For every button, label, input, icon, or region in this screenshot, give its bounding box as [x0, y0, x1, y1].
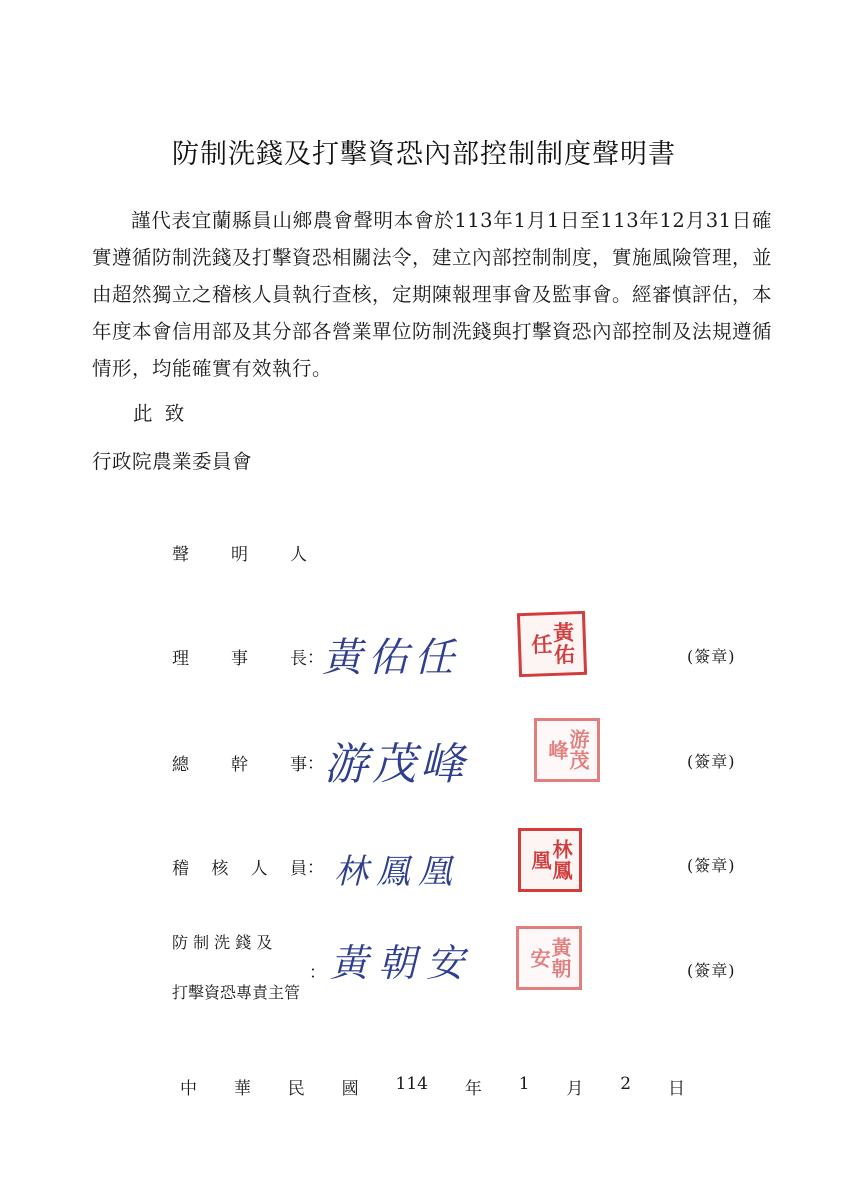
- seal-label: (簽章): [687, 856, 736, 875]
- red-seal-stamp: 林鳳凰: [518, 828, 582, 892]
- role-label: 稽 核 人 員: [172, 859, 307, 879]
- red-seal-stamp: 黃佑任: [517, 611, 587, 677]
- role-label-two-line: 防 制 洗 錢 及 打擊資恐專責主管: [172, 933, 301, 1002]
- handwritten-signature: 游茂峰: [324, 739, 468, 790]
- declarer-heading-char: 人: [290, 545, 307, 565]
- seal-label: (簽章): [687, 961, 736, 980]
- declaration-body: 謹代表宜蘭縣員山鄉農會聲明本會於113年1月1日至113年12月31日確實遵循防制洗錢及打擊資恐相關法令，建立內部控制制度，實施風險管理，並由超然獨立之稽核人員執行查核，定期陳報理事會及監事會。經審慎評估，本年度本會信用部及其分部各營業單位防制洗錢與打擊資恐內部控制及法規遵循情形，均能確實有效執行。: [92, 209, 773, 380]
- handwritten-signature: 黃佑任: [322, 635, 460, 681]
- signatory-row-general-manager: [0, 729, 848, 828]
- colon: ：: [307, 858, 324, 878]
- colon: ：: [307, 648, 324, 668]
- signatory-row-aml-officer: [0, 932, 848, 1012]
- colon: ：: [309, 963, 326, 983]
- handwritten-signature: 黃朝安: [330, 941, 475, 985]
- recipient: 行政院農業委員會: [92, 450, 253, 473]
- document-title: 防制洗錢及打擊資恐內部控制制度聲明書: [172, 139, 676, 170]
- red-seal-stamp: 黃朝安: [516, 926, 582, 990]
- role-label: 理 事 長: [172, 649, 307, 669]
- seal-label: (簽章): [687, 647, 736, 666]
- signatory-row-auditor: [0, 839, 848, 932]
- seal-label: (簽章): [687, 752, 736, 771]
- handwritten-signature: 林鳳凰: [334, 852, 460, 892]
- declarer-heading-char: 聲: [172, 545, 189, 565]
- colon: ：: [307, 754, 324, 774]
- role-label: 總 幹 事: [172, 755, 307, 775]
- signatory-row-chairman: [0, 621, 848, 708]
- declaration-date: 中 華 民 國 114 年 1 月 2 日: [180, 1074, 685, 1099]
- declarer-heading: [172, 540, 307, 565]
- red-seal-stamp: 游茂峰: [534, 718, 600, 782]
- declarer-heading-char: 明: [231, 545, 248, 565]
- closing-phrase: 此 致: [133, 402, 188, 425]
